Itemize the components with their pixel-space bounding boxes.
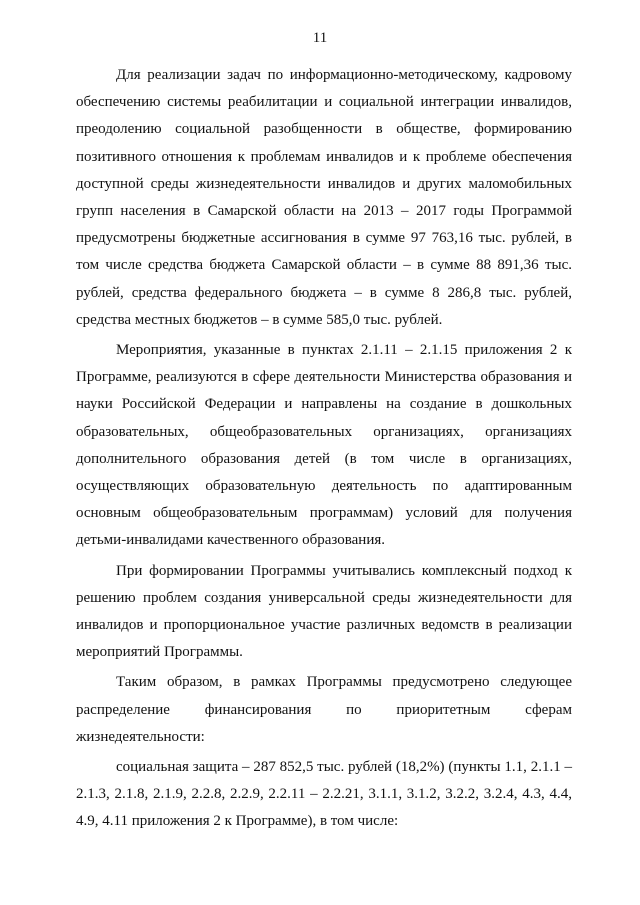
paragraph-social-protection: социальная защита – 287 852,5 тыс. рублей (18,2%) (пункты 1.1, 2.1.1 – 2.1.3, 2.1.8, 2.1.9, 2.2.8, 2.2.9, 2.2.11 – 2.2.21, 3.1.1, 3.1.2, 3.2.2, 3.2.4, 4.3, 4.4, 4.9, 4.11 приложения 2 к Программе), в том числе:	[76, 759, 572, 830]
paragraph-funding-distribution: Таким образом, в рамках Программы предусмотрено следующее распределение финансирования по приоритетным сферам жизнедеятельности:	[76, 674, 572, 745]
paragraph-budget-allocations: Для реализации задач по информационно-методическому, кадровому обеспечению системы реабилитации и социальной интеграции инвалидов, преодолению социальной разобщенности в обществе, формированию позитивного отношения к проблемам инвалидов и к проблеме обеспечения доступной среды жизнедеятельности инвалидов и других маломобильных групп населения в Самарской области на 2013 – 2017 годы Программой предусмотрены бюджетные ассигнования в сумме 97 763,16 тыс. рублей, в том числе средства бюджета Самарской области – в сумме 88 891,36 тыс. рублей, средства федерального бюджета – в сумме 8 286,8 тыс. рублей, средства местных бюджетов – в сумме 585,0 тыс. рублей.	[76, 67, 572, 328]
document-body	[76, 62, 572, 839]
paragraph-education-measures: Мероприятия, указанные в пунктах 2.1.11 – 2.1.15 приложения 2 к Программе, реализуются в сфере деятельности Министерства образования и науки Российской Федерации и направлены на создание в дошкольных образовательных, общеобразовательных организациях, организациях дополнительного образования детей (в том числе в организациях, осуществляющих образовательную деятельность по адаптированным основным общеобразовательным программам) условий для получения детьми-инвалидами качественного образования.	[76, 342, 572, 549]
paragraph-comprehensive-approach: При формировании Программы учитывались комплексный подход к решению проблем создания универсальной среды жизнедеятельности для инвалидов и пропорциональное участие различных ведомств в реализации мероприятий Программы.	[76, 562, 572, 661]
page-number: 11	[312, 30, 328, 46]
